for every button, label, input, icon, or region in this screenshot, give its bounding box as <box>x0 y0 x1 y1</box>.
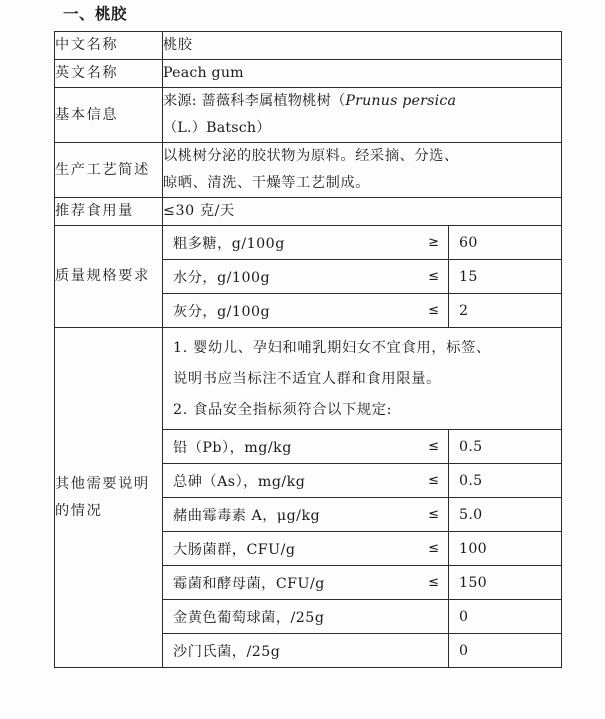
indicator-row <box>163 532 561 566</box>
indicator-name: 粗多糖，g/100g <box>163 226 399 260</box>
indicator-name: 水分，g/100g <box>163 260 399 294</box>
table-row-intake <box>55 198 562 226</box>
indicator-value: 5.0 <box>449 498 562 532</box>
row-label-other-notes: 其他需要说明的情况 <box>55 328 163 668</box>
indicator-operator <box>399 634 449 668</box>
indicator-row <box>163 634 561 668</box>
indicator-operator: ≤ <box>399 260 449 294</box>
row-value-chinese-name: 桃胶 <box>163 32 562 60</box>
indicator-operator: ≤ <box>399 294 449 328</box>
quality-spec-rows <box>163 226 561 327</box>
indicator-name: 大肠菌群，CFU/g <box>163 532 399 566</box>
basic-info-suffix: （L.）Batsch） <box>163 120 271 136</box>
table-row-quality-spec <box>55 226 562 328</box>
indicator-row <box>163 294 561 328</box>
row-label-basic-info: 基本信息 <box>55 88 163 143</box>
row-value-basic-info <box>163 88 562 143</box>
row-value-english-name: Peach gum <box>163 60 562 88</box>
note-2: 2. 食品安全指标须符合以下规定: <box>173 402 393 418</box>
indicator-row <box>163 498 561 532</box>
indicator-name: 铅（Pb），mg/kg <box>163 430 399 464</box>
indicator-row <box>163 260 561 294</box>
row-label-intake: 推荐食用量 <box>55 198 163 226</box>
row-label-chinese-name: 中文名称 <box>55 32 163 60</box>
indicator-value: 0 <box>449 600 562 634</box>
table-row-process <box>55 143 562 198</box>
indicator-value: 15 <box>449 260 562 294</box>
other-notes-container <box>163 328 562 668</box>
other-notes-text <box>163 328 561 430</box>
table-row-other-notes <box>55 328 562 668</box>
indicator-value: 60 <box>449 226 562 260</box>
indicator-name: 霉菌和酵母菌，CFU/g <box>163 566 399 600</box>
row-label-process: 生产工艺简述 <box>55 143 163 198</box>
row-label-quality-spec: 质量规格要求 <box>55 226 163 328</box>
indicator-operator: ≥ <box>399 226 449 260</box>
indicator-value: 150 <box>449 566 562 600</box>
indicator-name: 赭曲霉毒素 A，μg/kg <box>163 498 399 532</box>
row-value-intake: ≤30 克/天 <box>163 198 562 226</box>
safety-indicator-subtable <box>163 430 561 667</box>
indicator-row <box>163 464 561 498</box>
table-row-english-name <box>55 60 562 88</box>
indicator-operator: ≤ <box>399 566 449 600</box>
indicator-name: 灰分，g/100g <box>173 303 271 320</box>
indicator-name: 沙门氏菌，/25g <box>173 643 281 660</box>
indicator-name: 总砷（As），mg/kg <box>163 464 399 498</box>
indicator-operator: ≤ <box>399 498 449 532</box>
row-label-english-name: 英文名称 <box>55 60 163 88</box>
indicator-operator: ≤ <box>399 464 449 498</box>
indicator-row <box>163 566 561 600</box>
indicator-row <box>163 430 561 464</box>
quality-spec-container <box>163 226 562 328</box>
indicator-row <box>163 600 561 634</box>
note-1-line-2: 说明书应当标注不适宜人群和食用限量。 <box>173 371 441 387</box>
indicator-value: 100 <box>449 532 562 566</box>
table-row-basic-info <box>55 88 562 143</box>
indicator-value: 0.5 <box>449 430 562 464</box>
table-row-chinese-name <box>55 32 562 60</box>
process-line-2: 晾晒、清洗、干燥等工艺制成。 <box>163 175 371 191</box>
quality-spec-subtable <box>163 226 561 327</box>
indicator-name: 金黄色葡萄球菌，/25g <box>163 600 399 634</box>
note-1-line-1: 1. 婴幼儿、孕妇和哺乳期妇女不宜食用，标签、 <box>173 340 491 356</box>
safety-indicator-rows <box>163 430 561 667</box>
page-title <box>63 3 127 25</box>
page-title-text: 一、桃胶 <box>63 5 128 23</box>
indicator-value: 0.5 <box>449 464 562 498</box>
indicator-value: 0 <box>459 642 469 659</box>
indicator-operator <box>399 600 449 634</box>
product-spec-table <box>54 31 562 668</box>
row-value-process <box>163 143 562 198</box>
indicator-operator: ≤ <box>399 532 449 566</box>
indicator-value: 2 <box>459 302 469 319</box>
indicator-operator: ≤ <box>399 430 449 464</box>
indicator-row <box>163 226 561 260</box>
basic-info-scientific-name: Prunus persica <box>345 93 457 109</box>
process-line-1: 以桃树分泌的胶状物为原料。经采摘、分选、 <box>163 148 459 164</box>
basic-info-prefix: 来源: 蔷薇科李属植物桃树（ <box>163 93 346 109</box>
